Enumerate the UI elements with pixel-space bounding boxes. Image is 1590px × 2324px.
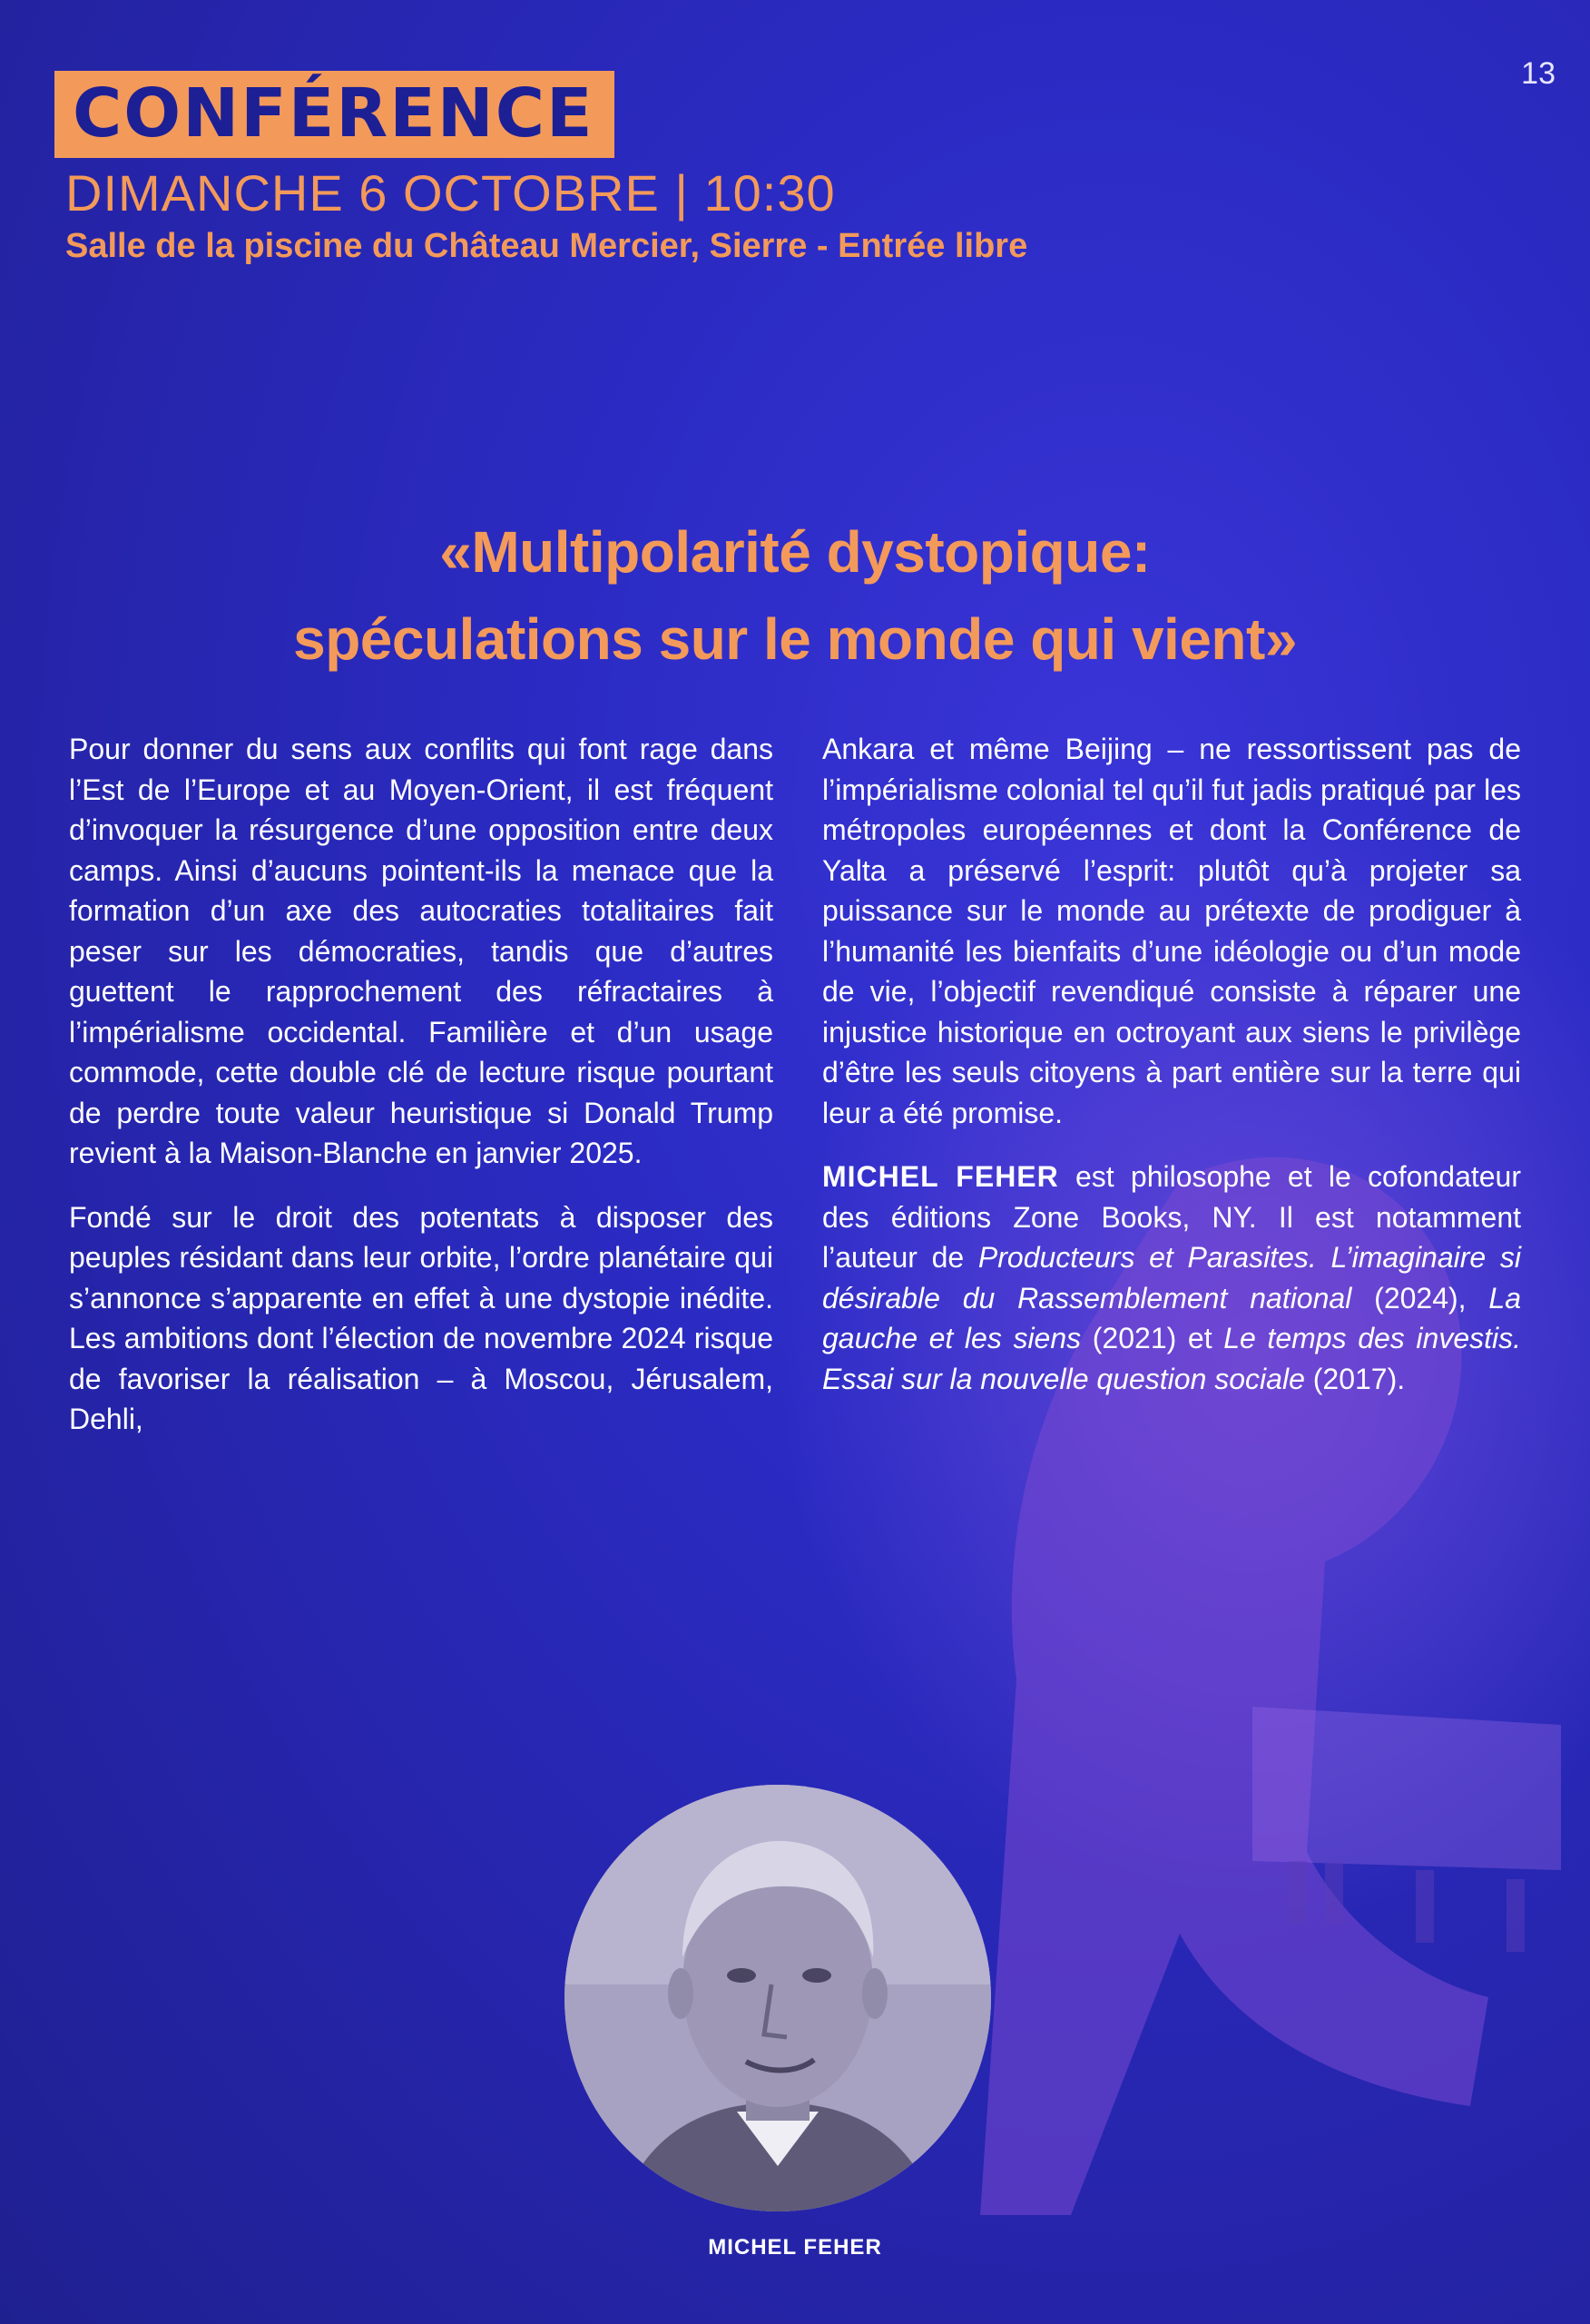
title-line-2: spéculations sur le monde qui vient»: [293, 606, 1297, 672]
bio-intro: est philosophe et le cofondateur des éditions Zone Books, NY. Il est notamment l’auteur de: [822, 1160, 1522, 1274]
body-paragraph-3: Ankara et même Beijing – ne ressortissent pas de l’impérialisme colonial tel qu’il fut jadis pratiqué par les métropoles européennes et dont la Conférence de Yalta a préservé l’esprit: plutôt qu’à projeter sa puissance sur le monde au prétexte de prodiguer à l’humanité les bienfaits d’une idéologie ou d’un mode de vie, l’objectif revendiqué consiste à réparer une injustice historique en octroyant aux siens le privilège d’être les seuls citoyens à part entière sur la terre qui leur a été promise.: [822, 733, 1521, 1129]
bio-book-1: Producteurs et Parasites. L’imaginaire si désirable du Rassemblement national: [822, 1241, 1521, 1315]
lecture-title: [0, 508, 1590, 683]
bio-book-3: Le temps des investis. Essai sur la nouvelle question sociale: [822, 1322, 1522, 1395]
right-column: [822, 729, 1521, 1423]
bio-year-1: (2024),: [1351, 1281, 1489, 1315]
portrait-caption: MICHEL FEHER: [708, 2235, 882, 2260]
event-date-time: DIMANCHE 6 OCTOBRE | 10:30: [65, 164, 836, 222]
page-number: 13: [1521, 56, 1556, 91]
conference-banner: [54, 71, 614, 158]
portrait-image: [564, 1785, 991, 2211]
bio-book-2: La gauche et les siens: [822, 1281, 1522, 1354]
body-paragraph-1: Pour donner du sens aux conflits qui font rage dans l’Est de l’Europe et au Moyen-Orient, il est fréquent d’invoquer la résurgence d’une opposition entre deux camps. Ainsi d’aucuns pointent-ils la menace que la formation d’un axe des autocraties totalitaires fait peser sur les démocraties, tandis que d’autres guettent le rapprochement des réfractaires à l’impérialisme occidental. Familière et d’un usage commode, cette double clé de lecture risque pourtant de perdre toute valeur heuristique si Donald Trump revient à la Maison-Blanche en janvier 2025.: [69, 733, 773, 1169]
body-paragraph-2: Fondé sur le droit des potentats à disposer des peuples résidant dans leur orbite, l’ordre planétaire qui s’annonce s’apparente en effet à une dystopie inédite. Les ambitions dont l’élection de novembre 2024 risque de favoriser la réalisation – à Moscou, Jérusalem, Dehli,: [69, 1200, 773, 1435]
event-venue: Salle de la piscine du Château Mercier, Sierre - Entrée libre: [65, 227, 1028, 265]
bio-author-name: MICHEL FEHER: [822, 1160, 1059, 1193]
left-column: [69, 729, 773, 1463]
author-portrait: [564, 1785, 991, 2211]
author-bio: [822, 1157, 1521, 1399]
bio-year-3: (2017).: [1304, 1362, 1406, 1395]
banner-label: CONFÉRENCE: [73, 74, 594, 153]
title-line-1: «Multipolarité dystopique:: [439, 519, 1151, 585]
bio-year-2: (2021) et: [1081, 1322, 1224, 1354]
